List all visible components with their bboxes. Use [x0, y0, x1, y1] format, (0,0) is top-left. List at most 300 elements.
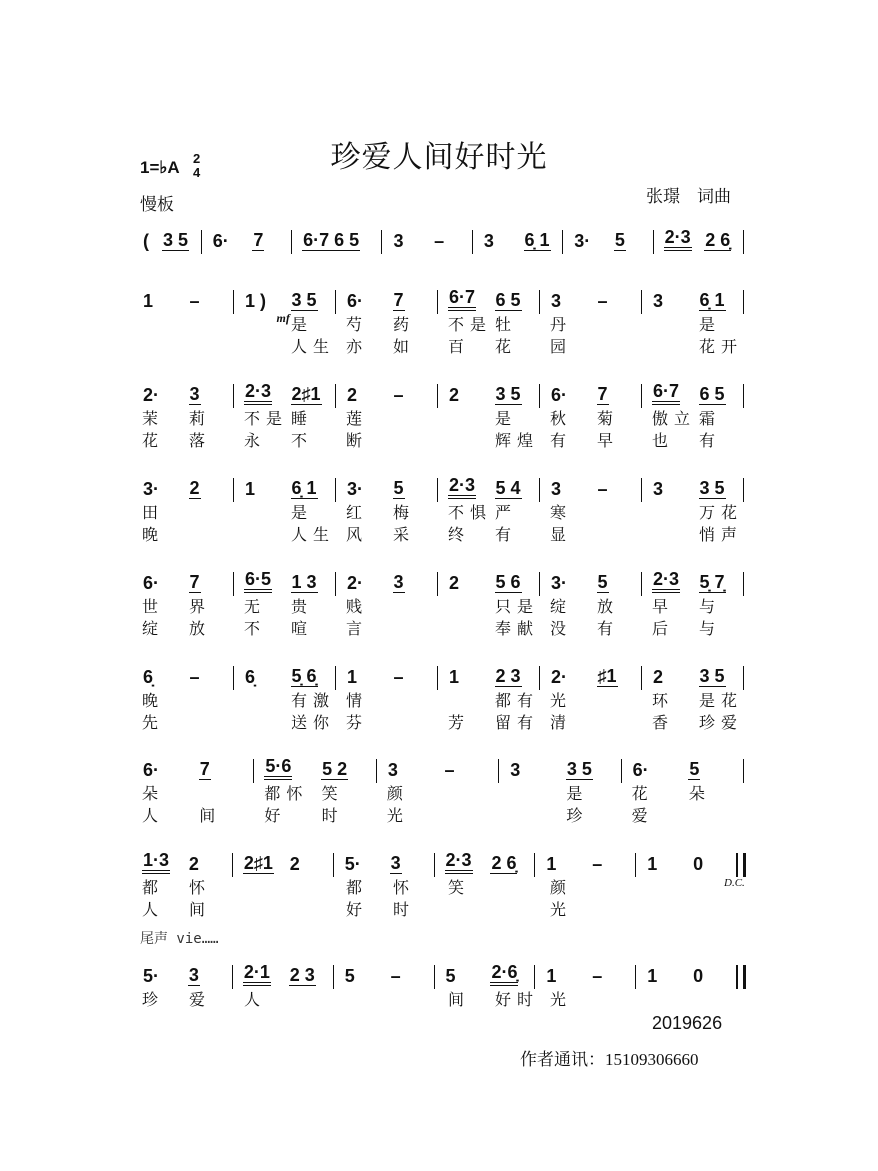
barline	[233, 384, 236, 408]
lyric: 亦	[346, 337, 369, 356]
lyric	[391, 1011, 438, 1033]
note-group: 2 3	[495, 666, 521, 686]
lyric-spacer	[540, 899, 548, 921]
lyric	[242, 712, 289, 734]
notes-line	[140, 664, 752, 690]
lyric-spacer	[234, 336, 242, 358]
beat	[446, 664, 493, 690]
lyric: 时	[393, 900, 416, 919]
lyric: 采	[393, 525, 416, 544]
lyric: 间	[189, 900, 212, 919]
beat	[481, 228, 522, 254]
lyrics-verse-2	[140, 336, 752, 358]
lyric	[595, 502, 642, 524]
lyric: 颜	[550, 878, 573, 897]
lyric: 环	[652, 691, 675, 710]
score-row	[140, 851, 752, 921]
lyric-spacer	[336, 430, 344, 452]
beat	[344, 382, 391, 408]
lyrics-verse-1	[140, 783, 752, 805]
lyric: 早	[597, 431, 620, 450]
lyric-spacer	[234, 877, 242, 899]
lyric-spacer	[744, 336, 752, 358]
beat	[548, 570, 595, 596]
lyric: 留有	[495, 713, 540, 732]
beat	[446, 476, 493, 502]
lyrics-verse-1	[140, 596, 752, 618]
lyric: 丹	[550, 315, 573, 334]
beat	[210, 228, 251, 254]
beat	[595, 288, 642, 314]
lyric	[162, 254, 203, 276]
note-group: 6·7 6 5	[303, 230, 360, 250]
barline	[539, 478, 542, 502]
time-signature	[193, 152, 200, 180]
lyric: 朵	[688, 784, 711, 803]
lyric-spacer	[744, 596, 752, 618]
lyrics-verse-2	[140, 618, 752, 640]
lyric: 都有	[495, 691, 540, 710]
beat	[342, 963, 388, 989]
lyric: 不	[244, 619, 267, 638]
song-title: 珍爱人间好时光	[330, 140, 548, 175]
note-group: 1	[546, 854, 557, 874]
barline	[291, 230, 294, 254]
lyric	[595, 690, 642, 712]
lyric-spacer	[377, 805, 385, 827]
lyric-spacer	[540, 877, 548, 899]
lyric-spacer	[642, 596, 650, 618]
lyric: 睡	[291, 409, 314, 428]
lyric	[548, 1011, 595, 1033]
lyric: 芳	[448, 713, 471, 732]
lyric	[242, 1011, 289, 1033]
beat	[140, 288, 187, 314]
barline	[472, 230, 475, 254]
lyric: 牡	[495, 315, 518, 334]
lyric-spacer	[540, 336, 548, 358]
lyric: 世	[142, 597, 165, 616]
barline	[498, 759, 501, 783]
lyric-spacer	[744, 408, 752, 430]
note-group: 2·3	[652, 570, 680, 593]
lyric	[650, 877, 697, 899]
lyric-spacer	[744, 254, 752, 276]
beat	[186, 963, 232, 989]
lyric-spacer	[234, 502, 242, 524]
lyric-spacer	[336, 712, 344, 734]
beat	[650, 288, 697, 314]
lyric: 好时	[495, 990, 540, 1009]
lyric-spacer	[234, 899, 242, 921]
lyric: 早	[652, 597, 675, 616]
lyric: 寒	[550, 503, 573, 522]
lyric: 也	[652, 431, 675, 450]
notes-line	[140, 570, 752, 596]
lyrics-verse-1	[140, 314, 752, 336]
lyric	[572, 254, 613, 276]
final-barline	[736, 853, 746, 877]
lyric: 秋	[550, 409, 573, 428]
note-group: –	[444, 760, 455, 780]
lyric-spacer	[642, 314, 650, 336]
note-group: 3	[390, 853, 401, 873]
lyric: 奉献	[495, 619, 540, 638]
lyric: 光	[550, 691, 573, 710]
beat	[186, 851, 232, 877]
note-group: 6·7	[448, 288, 476, 311]
lyric-spacer	[744, 690, 752, 712]
lyric	[650, 314, 697, 336]
barline	[335, 478, 338, 502]
note-group: 5	[445, 966, 456, 986]
beat	[391, 664, 438, 690]
lyric-spacer	[744, 524, 752, 546]
key-signature: 1=♭A	[140, 158, 180, 177]
note-group: 2	[188, 854, 199, 874]
note-group: 1	[546, 966, 557, 986]
beat	[140, 476, 187, 502]
note-group: 5	[689, 759, 700, 779]
lyric-spacer	[336, 989, 344, 1011]
lyric	[391, 596, 438, 618]
barline	[335, 290, 338, 314]
beat	[140, 664, 187, 690]
lyric	[187, 1011, 234, 1033]
note-group: –	[189, 291, 200, 311]
lyric-spacer	[336, 690, 344, 712]
lyric: 落	[189, 431, 212, 450]
lyric-spacer	[540, 524, 548, 546]
beat	[595, 476, 642, 502]
lyric	[493, 1011, 540, 1033]
lyric: 百	[448, 337, 471, 356]
lyric: 万花	[699, 503, 744, 522]
lyric-spacer	[642, 618, 650, 640]
beat	[300, 228, 360, 254]
lyric	[446, 899, 493, 921]
lyric-spacer	[540, 1011, 548, 1033]
beat	[140, 757, 197, 783]
barline	[233, 478, 236, 502]
author-credit: 张璟 词曲	[646, 187, 731, 207]
note-group: 6 5	[699, 384, 725, 404]
lyric: 香	[652, 713, 675, 732]
lyric-spacer	[234, 314, 242, 336]
lyric: 光	[386, 806, 409, 825]
lyric-spacer	[438, 524, 446, 546]
lyric-spacer	[234, 1011, 242, 1033]
lyric	[289, 1011, 336, 1033]
lyrics-verse-1	[140, 254, 752, 276]
lyric: 光	[550, 990, 573, 1009]
lyric	[391, 430, 438, 452]
note-group: 6·	[551, 385, 568, 405]
beat	[630, 757, 687, 783]
lyric: 送你	[291, 713, 336, 732]
note-group: 7	[253, 230, 264, 250]
lyric	[391, 712, 438, 734]
beat	[289, 382, 336, 408]
note-group: 2·3	[664, 228, 692, 251]
barline	[201, 230, 204, 254]
lyric-spacer	[234, 524, 242, 546]
note-group: 1	[647, 854, 658, 874]
beat	[662, 228, 703, 254]
beat	[289, 476, 336, 502]
lyric: 贱	[346, 597, 369, 616]
note-group: 2·3	[445, 851, 473, 874]
lyric	[446, 618, 493, 640]
beat	[493, 476, 540, 502]
lyric	[187, 690, 234, 712]
beat	[289, 664, 336, 690]
lyric: 光	[550, 900, 573, 919]
lyric-spacer	[744, 783, 752, 805]
barline	[233, 572, 236, 596]
beat	[564, 757, 621, 783]
note-group: 3	[510, 760, 521, 780]
barline	[333, 965, 336, 989]
lyric	[301, 254, 342, 276]
lyric: 界	[189, 597, 212, 616]
lyric-spacer	[438, 712, 446, 734]
note-group: 2 6̣	[491, 853, 517, 873]
note-group: 6̣ 1	[524, 230, 550, 250]
lyric-spacer	[540, 712, 548, 734]
lyric	[242, 336, 289, 358]
note-group: 5·	[344, 854, 361, 874]
barline	[539, 290, 542, 314]
lyrics-verse-2	[140, 524, 752, 546]
lyric-spacer	[438, 899, 446, 921]
lyrics-verse-1	[140, 877, 752, 899]
note-group: 7	[597, 384, 608, 404]
note-group: 3	[551, 291, 562, 311]
note-group: 5̣ 7̣	[699, 572, 725, 592]
lyric	[446, 596, 493, 618]
lyric-spacer	[744, 430, 752, 452]
lyric	[344, 1011, 391, 1033]
note-group: 6·5	[244, 570, 272, 593]
note-group: 5·6	[264, 757, 292, 780]
lyrics-verse-1	[140, 989, 752, 1011]
beat	[697, 664, 744, 690]
beat	[493, 288, 540, 314]
lyric: 间	[199, 806, 222, 825]
lyrics-verse-2	[140, 899, 752, 921]
beat	[289, 570, 336, 596]
lyric	[595, 712, 642, 734]
note-group: 2	[653, 667, 664, 687]
lyric: 芬	[346, 713, 369, 732]
beat	[187, 664, 234, 690]
time-signature-top: 2	[193, 151, 201, 166]
lyric-spacer	[336, 1011, 344, 1033]
lyric: 莉	[189, 409, 212, 428]
barline	[534, 853, 537, 877]
beat	[242, 382, 289, 408]
beat	[548, 288, 595, 314]
lyric: 与	[699, 597, 722, 616]
lyric-spacer	[438, 989, 446, 1011]
lyric: 是	[495, 409, 518, 428]
lyric	[595, 989, 642, 1011]
notes-line	[140, 963, 752, 989]
note-group: 6̣	[143, 667, 154, 687]
barline	[635, 965, 638, 989]
barline	[381, 230, 384, 254]
lyric: 是	[291, 315, 314, 334]
lyric	[595, 1011, 642, 1033]
lyric: 珍	[142, 990, 165, 1009]
lyric-spacer	[377, 783, 385, 805]
beat	[548, 476, 595, 502]
barline	[641, 384, 644, 408]
lyric-spacer	[642, 877, 650, 899]
note-group: 1	[647, 966, 658, 986]
beat	[388, 963, 434, 989]
note-group: 3 5	[495, 384, 521, 404]
beat	[543, 963, 589, 989]
barline	[539, 384, 542, 408]
beat	[493, 382, 540, 408]
lyric-spacer	[744, 877, 752, 899]
beat	[697, 382, 744, 408]
lyric	[289, 989, 336, 1011]
lyric	[242, 877, 289, 899]
lyric-spacer	[622, 783, 630, 805]
lyric-spacer	[438, 1011, 446, 1033]
lyric-spacer	[642, 690, 650, 712]
lyric	[342, 254, 383, 276]
barline	[562, 230, 565, 254]
lyric: 爱	[189, 990, 212, 1009]
lyric	[242, 502, 289, 524]
lyric-spacer	[293, 254, 301, 276]
beat	[650, 382, 697, 408]
beat	[388, 851, 434, 877]
beat	[344, 288, 391, 314]
lyric: 风	[346, 525, 369, 544]
coda-label: 尾声 vie……	[140, 931, 219, 947]
lyric: 放	[189, 619, 212, 638]
beat	[571, 228, 612, 254]
lyrics-verse-2	[140, 430, 752, 452]
barline	[437, 290, 440, 314]
final-barline	[736, 965, 746, 989]
beat	[595, 570, 642, 596]
lyric: 有激	[291, 691, 336, 710]
date-text: 2019626	[652, 1013, 723, 1033]
score-row	[140, 570, 752, 640]
lyric-spacer	[540, 408, 548, 430]
beat	[548, 664, 595, 690]
beat	[488, 851, 534, 877]
beat	[443, 851, 489, 877]
note-group: 2·	[143, 385, 160, 405]
lyric-spacer	[336, 314, 344, 336]
da-capo-marking: D.C.	[724, 877, 745, 889]
lyric-spacer	[336, 618, 344, 640]
lyric: 是	[566, 784, 589, 803]
lyric: 花开	[699, 337, 744, 356]
lyric: 花	[631, 784, 654, 803]
lyric: 花	[142, 431, 165, 450]
lyric: 永	[244, 431, 267, 450]
beat	[140, 851, 186, 877]
barline	[743, 478, 746, 502]
lyrics-verse-1	[140, 502, 752, 524]
beat	[242, 476, 289, 502]
lyric: 颜	[386, 784, 409, 803]
note-group: 7	[393, 290, 404, 310]
lyric: 茉	[142, 409, 165, 428]
lyric	[650, 336, 697, 358]
beat	[644, 963, 690, 989]
beat	[276, 288, 336, 325]
beat	[319, 757, 376, 783]
lyric-spacer	[234, 430, 242, 452]
note-group: 7	[189, 572, 200, 592]
note-group: 1	[347, 667, 358, 687]
beat	[702, 228, 743, 254]
lyric-spacer	[642, 712, 650, 734]
notes-line	[140, 476, 752, 502]
score-row	[140, 664, 752, 734]
barline	[641, 572, 644, 596]
beat	[690, 851, 736, 877]
lyric	[391, 618, 438, 640]
lyric	[197, 783, 254, 805]
note-group: 1	[449, 667, 460, 687]
contact-text: 作者通讯：15109306660	[520, 1050, 699, 1069]
lyric-spacer	[254, 805, 262, 827]
lyric: 好	[346, 900, 369, 919]
lyric-spacer	[438, 336, 446, 358]
lyric-spacer	[336, 899, 344, 921]
note-group: 2 6̣	[705, 230, 731, 250]
note-group: 5	[597, 572, 608, 592]
lyric-spacer	[642, 989, 650, 1011]
note-group: 1	[245, 479, 256, 499]
note-group: 5	[344, 966, 355, 986]
lyric-spacer	[744, 899, 752, 921]
beat	[442, 757, 499, 783]
score-row	[140, 288, 752, 358]
beat	[344, 476, 391, 502]
note-group: 5̣ 6̣	[291, 666, 317, 686]
note-group: 2·	[551, 667, 568, 687]
beat	[443, 963, 489, 989]
note-group: –	[597, 291, 608, 311]
note-group: 3	[393, 231, 404, 251]
barline	[335, 384, 338, 408]
lyric-spacer	[540, 502, 548, 524]
lyric-spacer	[744, 712, 752, 734]
lyric-spacer	[540, 618, 548, 640]
beat	[341, 228, 382, 254]
beat	[140, 570, 187, 596]
barline	[232, 965, 235, 989]
lyric: 是	[291, 503, 314, 522]
lyric	[187, 524, 234, 546]
lyric-spacer	[540, 314, 548, 336]
lyric-spacer	[438, 314, 446, 336]
barline	[621, 759, 624, 783]
note-group: 1·3	[142, 851, 170, 874]
beat	[650, 476, 697, 502]
